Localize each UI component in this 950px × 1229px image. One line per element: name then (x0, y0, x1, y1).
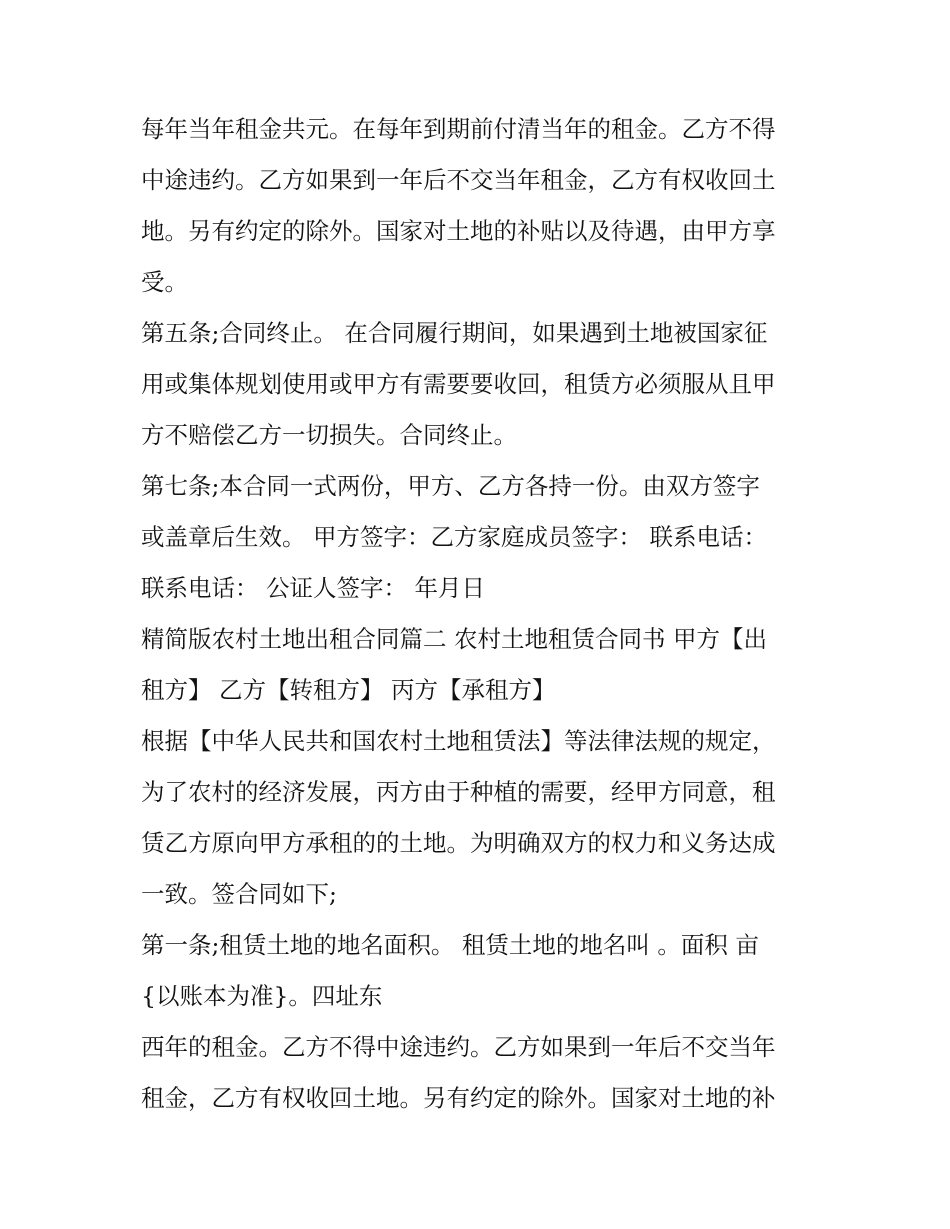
text-line: 地。另有约定的除外。国家对土地的补贴以及待遇，由甲方享 (141, 217, 776, 245)
text-line: 中途违约。乙方如果到一年后不交当年租金，乙方有权收回土 (141, 166, 776, 194)
text-line: {以账本为准}。四址东 (141, 982, 383, 1010)
text-line: 方不赔偿乙方一切损失。合同终止。 (141, 421, 517, 449)
text-line: 第七条;本合同一式两份，甲方、乙方各持一份。由双方签字 (141, 472, 760, 500)
text-line: 为了农村的经济发展，丙方由于种植的需要，经甲方同意，租 (141, 778, 776, 806)
text-line: 西年的租金。乙方不得中途违约。乙方如果到一年后不交当年 (141, 1033, 776, 1061)
document-body (141, 104, 821, 1124)
text-line: 赁乙方原向甲方承租的的土地。为明确双方的权力和义务达成 (141, 829, 776, 857)
text-line: 租方】 乙方【转租方】 丙方【承租方】 (141, 676, 556, 704)
text-line: 受。 (141, 268, 188, 296)
text-line: 每年当年租金共元。在每年到期前付清当年的租金。乙方不得 (141, 115, 776, 143)
text-line: 一致。签合同如下; (141, 880, 337, 908)
text-line: 租金，乙方有权收回土地。另有约定的除外。国家对土地的补 (141, 1084, 776, 1112)
text-line: 根据【中华人民共和国农村土地租赁法】等法律法规的规定， (141, 727, 776, 755)
text-line: 联系电话： 公证人签字： 年月日 (141, 574, 485, 602)
text-line: 精简版农村土地出租合同篇二 农村土地租赁合同书 甲方【出 (141, 625, 767, 653)
text-line: 用或集体规划使用或甲方有需要要收回，租赁方必须服从且甲 (141, 370, 776, 398)
text-line: 或盖章后生效。 甲方签字：乙方家庭成员签字： 联系电话： (141, 523, 767, 551)
text-line: 第五条;合同终止。 在合同履行期间，如果遇到土地被国家征 (141, 319, 768, 347)
text-line: 第一条;租赁土地的地名面积。 租赁土地的地名叫 。面积 亩 (141, 931, 759, 959)
